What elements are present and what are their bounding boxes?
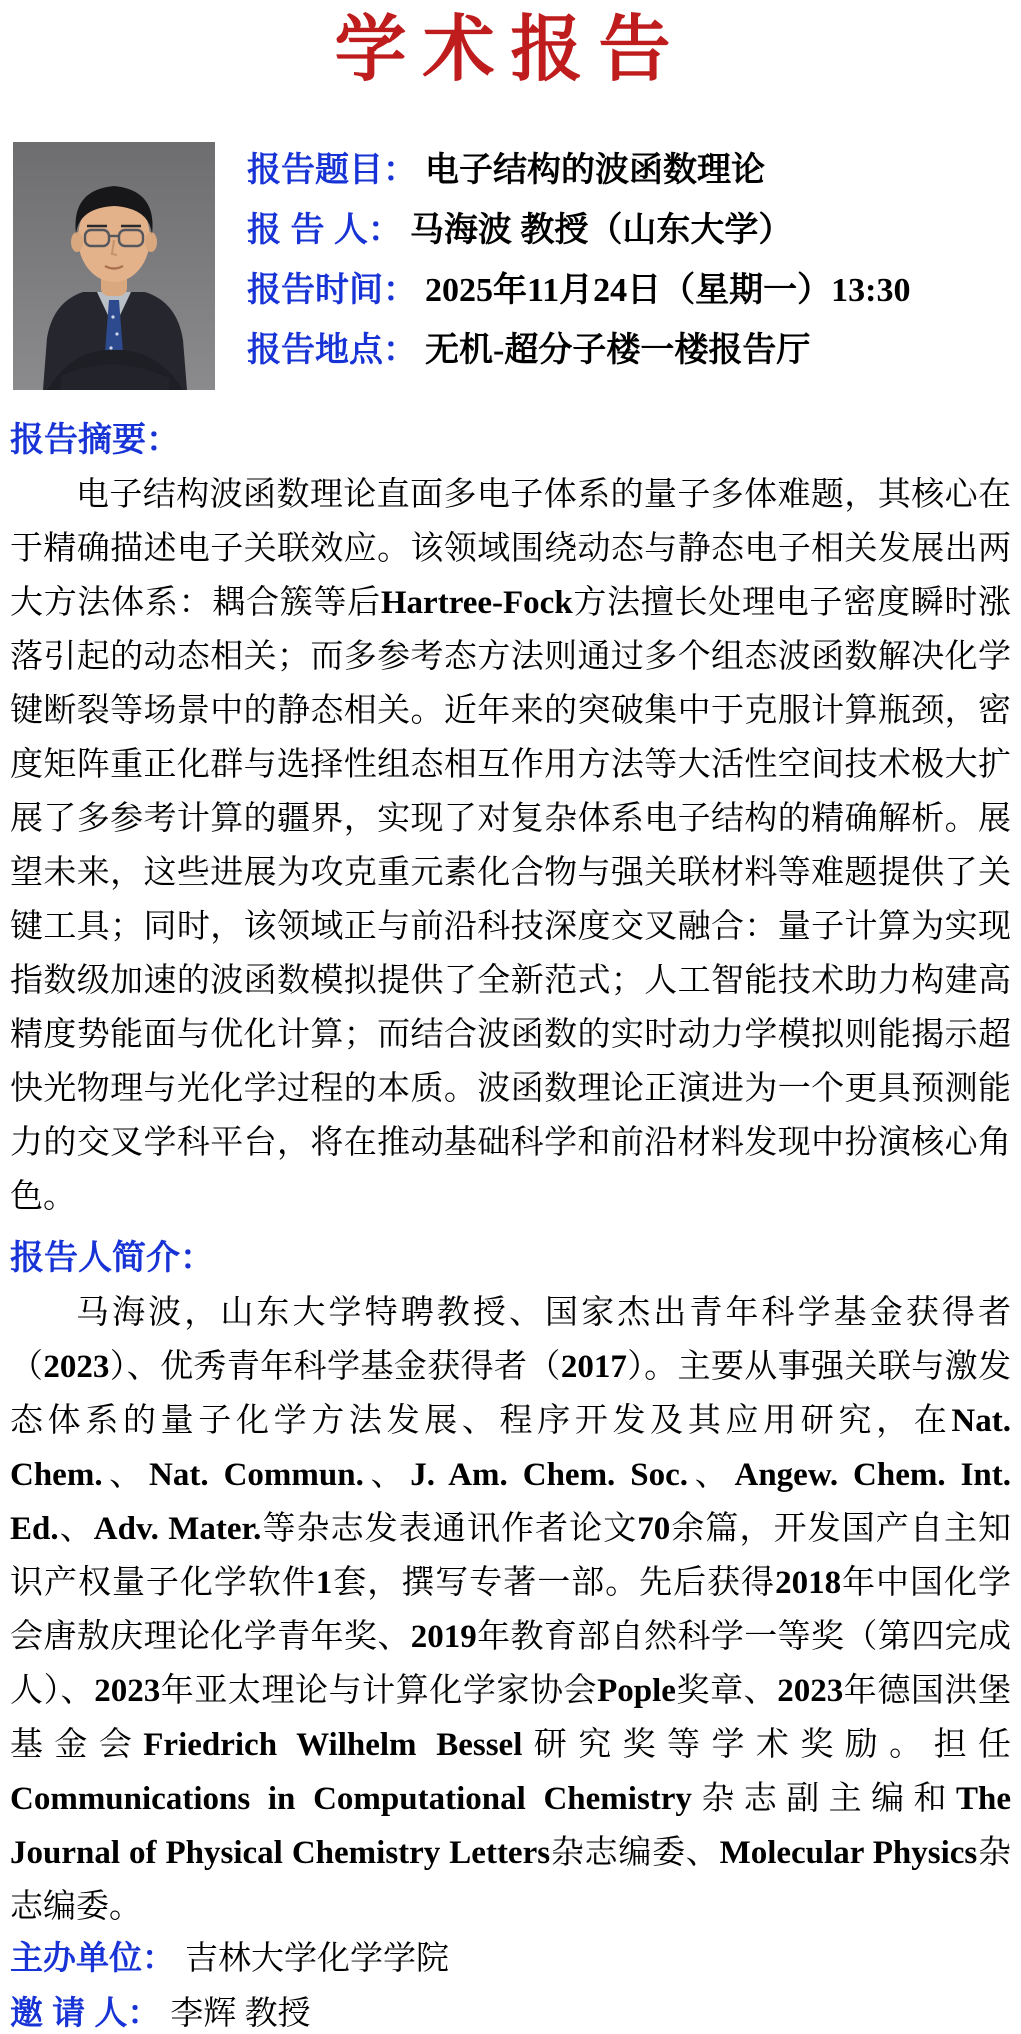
speaker-photo bbox=[13, 142, 215, 390]
speaker-header bbox=[13, 142, 1021, 390]
info-row-location bbox=[247, 322, 910, 382]
topic-label: 报告题目： bbox=[247, 151, 417, 189]
abstract-heading: 报告摘要： bbox=[10, 421, 180, 459]
location-label: 报告地点： bbox=[247, 331, 417, 369]
bio-heading: 报告人简介： bbox=[10, 1239, 214, 1277]
inviter-row bbox=[10, 1993, 1021, 2034]
info-row-topic bbox=[247, 142, 910, 202]
lecture-info-list bbox=[247, 142, 910, 382]
host-row bbox=[10, 1938, 1021, 1979]
speaker-portrait-illustration bbox=[13, 142, 215, 390]
info-row-time bbox=[247, 262, 910, 322]
host-label: 主办单位： bbox=[10, 1939, 175, 1976]
location-value: 无机-超分子楼一楼报告厅 bbox=[425, 332, 811, 369]
time-label: 报告时间： bbox=[247, 271, 417, 309]
bio-paragraph: 马海波，山东大学特聘教授、国家杰出青年科学基金获得者（2023）、优秀青年科学基金获得者（2017）。主要从事强关联与激发态体系的量子化学方法发展、程序开发及其应用研究，在Nat. Chem.、Nat. Commun.、J. Am. Chem. Soc.、Angew. Chem. Int. Ed.、Adv. Mater.等杂志发表通讯作者论文70余篇，开发国产自主知识产权量子化学软件1套，撰写专著一部。先后获得2018年中国化学会唐敖庆理论化学青年奖、2019年教育部自然科学一等奖（第四完成人）、2023年亚太理论与计算化学家协会Pople奖章、2023年德国洪堡基金会Friedrich Wilhelm Bessel研究奖等学术奖励。担任Communications in Computational Chemistry杂志副主编和The Journal of Physical Chemistry Letters杂志编委、Molecular Physics杂志编委。 bbox=[10, 1295, 1012, 1925]
page-title: 学术报告 bbox=[334, 6, 687, 91]
inviter-label: 邀 请 人： bbox=[10, 1994, 161, 2031]
info-row-speaker bbox=[247, 202, 910, 262]
topic-value: 电子结构的波函数理论 bbox=[425, 152, 765, 189]
host-value: 吉林大学化学学院 bbox=[185, 1941, 449, 1977]
speaker-value: 马海波 教授（山东大学） bbox=[409, 212, 793, 249]
abstract-paragraph: 电子结构波函数理论直面多电子体系的量子多体难题，其核心在于精确描述电子关联效应。该领域围绕动态与静态电子相关发展出两大方法体系：耦合簇等后Hartree-Fock方法擅长处理电子密度瞬时涨落引起的动态相关；而多参考态方法则通过多个组态波函数解决化学键断裂等场景中的静态相关。近年来的突破集中于克服计算瓶颈，密度矩阵重正化群与选择性组态相互作用方法等大活性空间技术极大扩展了多参考计算的疆界，实现了对复杂体系电子结构的精确解析。展望未来，这些进展为攻克重元素化合物与强关联材料等难题提供了关键工具；同时，该领域正与前沿科技深度交叉融合：量子计算为实现指数级加速的波函数模拟提供了全新范式；人工智能技术助力构建高精度势能面与优化计算；而结合波函数的实时动力学模拟则能揭示超快光物理与光化学过程的本质。波函数理论正演进为一个更具预测能力的交叉学科平台，将在推动基础科学和前沿材料发现中扮演核心角色。 bbox=[10, 477, 1012, 1215]
time-value: 2025年11月24日（星期一）13:30 bbox=[425, 272, 911, 309]
inviter-value: 李辉 教授 bbox=[170, 1996, 311, 2032]
speaker-label: 报 告 人： bbox=[247, 211, 402, 249]
